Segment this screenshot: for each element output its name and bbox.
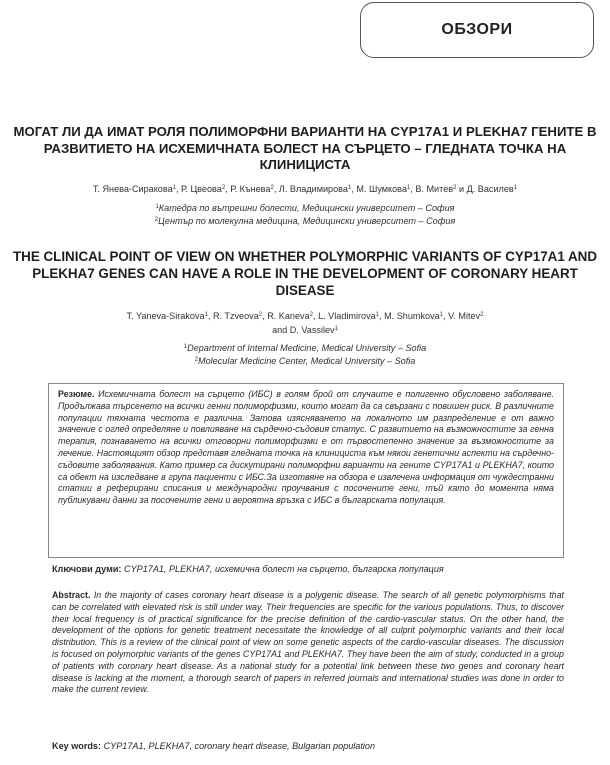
keywords-text: CYP17A1, PLEKHA7, исхемична болест на сърцето, българска популация — [124, 564, 444, 574]
author-6: В. Митев$^2$ — [415, 184, 457, 194]
author-7: D. Vassilev$^1$ — [289, 325, 338, 335]
abstract-english — [52, 590, 564, 696]
authors-bulgarian — [10, 182, 600, 195]
author-3: Р. Кънева$^2$, — [230, 184, 279, 194]
affiliations-bulgarian — [10, 201, 600, 227]
title-bulgarian: МОГАТ ЛИ ДА ИМАТ РОЛЯ ПОЛИМОРФНИ ВАРИАНТИ НА CYP17A1 И PLEKHA7 ГЕНИТЕ В РАЗВИТИЕТО НА ИСХЕМИЧНАТА БОЛЕСТ НА СЪРЦЕТО – ГЛЕДНАТА ТОЧКА НА КЛИНИЦИСТА — [13, 124, 597, 172]
affiliation-2: $^2$Център по молекулна медицина, Медицински университет – София — [154, 216, 456, 226]
author-4: Л. Владимирова$^1$, — [278, 184, 357, 194]
authors-english — [10, 309, 600, 337]
affiliation-2: $^2$Molecular Medicine Center, Medical University – Sofia — [194, 356, 416, 366]
keywords-label: Ключови думи: — [52, 564, 122, 574]
authors-and: and — [272, 325, 288, 335]
author-3: R. Kaneva$^2$, — [267, 311, 319, 321]
author-7: Д. Василев$^1$ — [466, 184, 518, 194]
keywords-bulgarian — [52, 563, 572, 575]
abstract-text: Исхемичната болест на сърцето (ИБС) в голям брой от случаите е полигенно обусловено заболяване. Продължава търсенето на всички генни полиморфизми, които могат да са свързани с повишен риск. В различните популации тяхната честота е различна. Затова изясняването на локалното им разпределение е от важно значение с оглед определяне и повлияване на сърдечно-съдовия статус. С развитието на възможностите за генна терапия, познаването на всички отговорни полиморфизми е от първостепенно значение за възможностите за лечение. Настоящият обзор представя гледната точка на клиницистa към някои генетични аспекти на сърдечно-съдовите заболявания. Като пример са дискутирани полиморфни варианти на гените CYP17A1 и PLEKHA7, които са обект на изследване в група пациенти с ИБС.За изготвяне на обзора е извлечена информация от чуждестранни статии в реферирани списания и международни проучвания с посочените гени, тъй като до момента няма публикувани данни за посочените гени и вероятна връзка с ИБС в българската популация. — [58, 389, 554, 506]
section-label: ОБЗОРИ — [441, 21, 513, 38]
author-1: T. Yaneva-Sirakova$^1$, — [126, 311, 213, 321]
affiliations-english — [10, 341, 600, 367]
abstract-label: Abstract. — [52, 590, 91, 600]
keywords-english — [52, 740, 572, 752]
author-2: Р. Цвеова$^2$, — [181, 184, 231, 194]
affiliation-1: $^1$Department of Internal Medicine, Medical University – Sofia — [183, 343, 427, 353]
affiliation-1: $^1$Катедра по вътрешни болести, Медицински университет – София — [155, 203, 455, 213]
author-1: Т. Янева-Сиракова$^1$, — [92, 184, 182, 194]
author-4: L. Vladimirova$^1$, — [318, 311, 385, 321]
abstract-label: Резюме. — [58, 389, 95, 399]
abstract-text: In the majority of cases coronary heart disease is a polygenic disease. The search of all genetic polymorphisms that can be correlated with elevated risk is still under way. Their frequencies are specific for the various populations. Thus, to discover their local frequency is of practical significance for the precise definition of the cardio-vascular status. On the other hand, the development of the options for genetic treatment necessitate the knowledge of all culprit polymorphic variants and their local distribution. This is a review of the clinical point of view on some genetic aspects of the cardio-vascular diseases. The discussion is focused on polymorphic variants of the genes CYP17A1 and PLEKHA7. They have been the aim of study, conducted in a group of patients with coronary heart disease. As a national study for a potential link between these two genes and coronary heart disease is lacking at the moment, a thorough search of papers in referred journals and international studies was done in order to make the current review. — [52, 590, 564, 695]
author-5: M. Shumkova$^1$, — [384, 311, 449, 321]
keywords-text: CYP17A1, PLEKHA7, coronary heart disease, Bulgarian population — [103, 741, 376, 751]
section-label-box — [360, 2, 594, 58]
title-english: THE CLINICAL POINT OF VIEW ON WHETHER POLYMORPHIC VARIANTS OF CYP17A1 AND PLEKHA7 GENES CAN HAVE A ROLE IN THE DEVELOPMENT OF CORONARY HEART DISEASE — [12, 249, 598, 298]
authors-and: и — [458, 184, 465, 194]
author-2: R. Tzveova$^2$, — [212, 311, 268, 321]
abstract-bulgarian-box — [48, 383, 564, 558]
author-6: V. Mitev$^2$ — [448, 311, 484, 321]
keywords-label: Key words: — [52, 741, 102, 751]
author-5: М. Шумкова$^1$, — [356, 184, 416, 194]
